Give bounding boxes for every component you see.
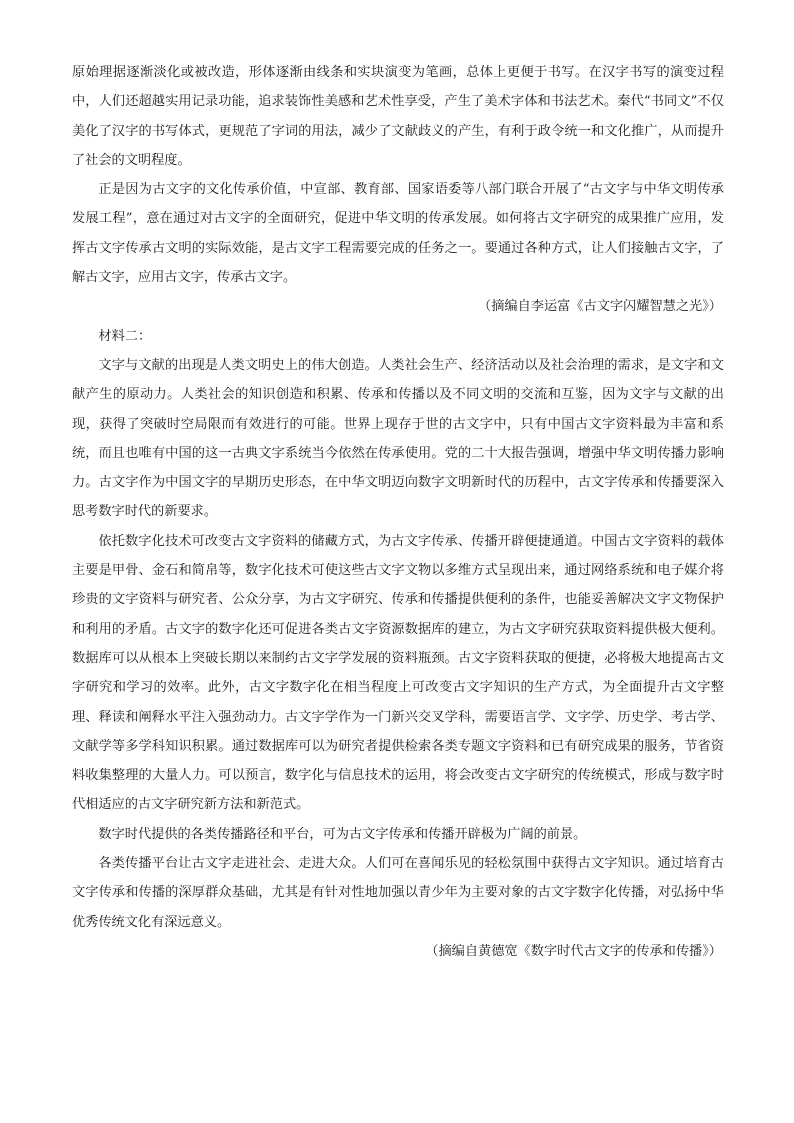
paragraph: 依托数字化技术可改变古文字资料的储藏方式，为古文字传承、传播开辟便捷通道。中国古文字资料的载体主要是甲骨、金石和简帛等，数字化技术可使这些古文字文物以多维方式呈现出来，通过网络系统和电子媒介将珍贵的文字资料与研究者、公众分享，为古文字研究、传承和传播提供便利的条件，也能妥善解决文字文物保护和利用的矛盾。古文字的数字化还可促进各类古文字资源数据库的建立，为古文字研究获取资料提供极大便利。数据库可以从根本上突破长期以来制约古文字学发展的资料瓶颈。古文字资料获取的便捷，必将极大地提高古文字研究和学习的效率。此外，古文字数字化在相当程度上可改变古文字知识的生产方式，为全面提升古文字整理、释读和阐释水平注入强劲动力。古文字学作为一门新兴交叉学科，需要语言学、文字学、历史学、考古学、文献学等多学科知识积累。通过数据库可以为研究者提供检索各类专题文字资料和已有研究成果的服务，节省资料收集整理的大量人力。可以预言，数字化与信息技术的运用，将会改变古文字研究的传统模式，形成与数字时代相适应的古文字研究新方法和新范式。	[72, 533, 724, 813]
paragraph-continuation: 原始理据逐渐淡化或被改造，形体逐渐由线条和实块演变为笔画，总体上更便于书写。在汉字书写的演变过程中，人们还超越实用记录功能，追求装饰性美感和艺术性享受，产生了美术字体和书法艺术。秦代“书同文”不仅美化了汉字的书写体式，更规范了字词的用法，减少了文献歧义的产生，有利于政令统一和文化推广，从而提升了社会的文明程度。	[72, 65, 724, 168]
paragraph: 数字时代提供的各类传播路径和平台，可为古文字传承和传播开辟极为广阔的前景。	[98, 826, 587, 842]
material-label: 材料二：	[98, 328, 152, 344]
source-citation: （摘编自李运富《古文字闪耀智慧之光》）	[478, 299, 722, 315]
paragraph: 正是因为古文字的文化传承价值，中宣部、教育部、国家语委等八部门联合开展了“古文字与中华文明传承发展工程”，意在通过对古文字的全面研究，促进中华文明的传承发展。如何将古文字研究的成果推广应用，发挥古文字传承古文明的实际效能，是古文字工程需要完成的任务之一。要通过各种方式，让人们接触古文字，了解古文字，应用古文字，传承古文字。	[72, 182, 724, 286]
source-citation: （摘编自黄德宽《数字时代古文字的传承和传播》）	[425, 943, 722, 959]
paragraph: 各类传播平台让古文字走进社会、走进大众。人们可在喜闻乐见的轻松氛围中获得古文字知识。通过培育古文字传承和传播的深厚群众基础，尤其是有针对性地加强以青少年为主要对象的古文字数字化传播，对弘扬中华优秀传统文化有深远意义。	[72, 856, 724, 930]
paragraph: 文字与文献的出现是人类文明史上的伟大创造。人类社会生产、经济活动以及社会治理的需求，是文字和文献产生的原动力。人类社会的知识创造和积累、传承和传播以及不同文明的交流和互鉴，因为文字与文献的出现，获得了突破时空局限而有效进行的可能。世界上现存于世的古文字中，只有中国古文字资料最为丰富和系统，而且也唯有中国的这一古典文字系统当今依然在传承使用。党的二十大报告强调，增强中华文明传播力影响力。古文字作为中国文字的早期历史形态，在中华文明迈向数字文明新时代的历程中，古文字传承和传播要深入思考数字时代的新要求。	[72, 357, 724, 520]
